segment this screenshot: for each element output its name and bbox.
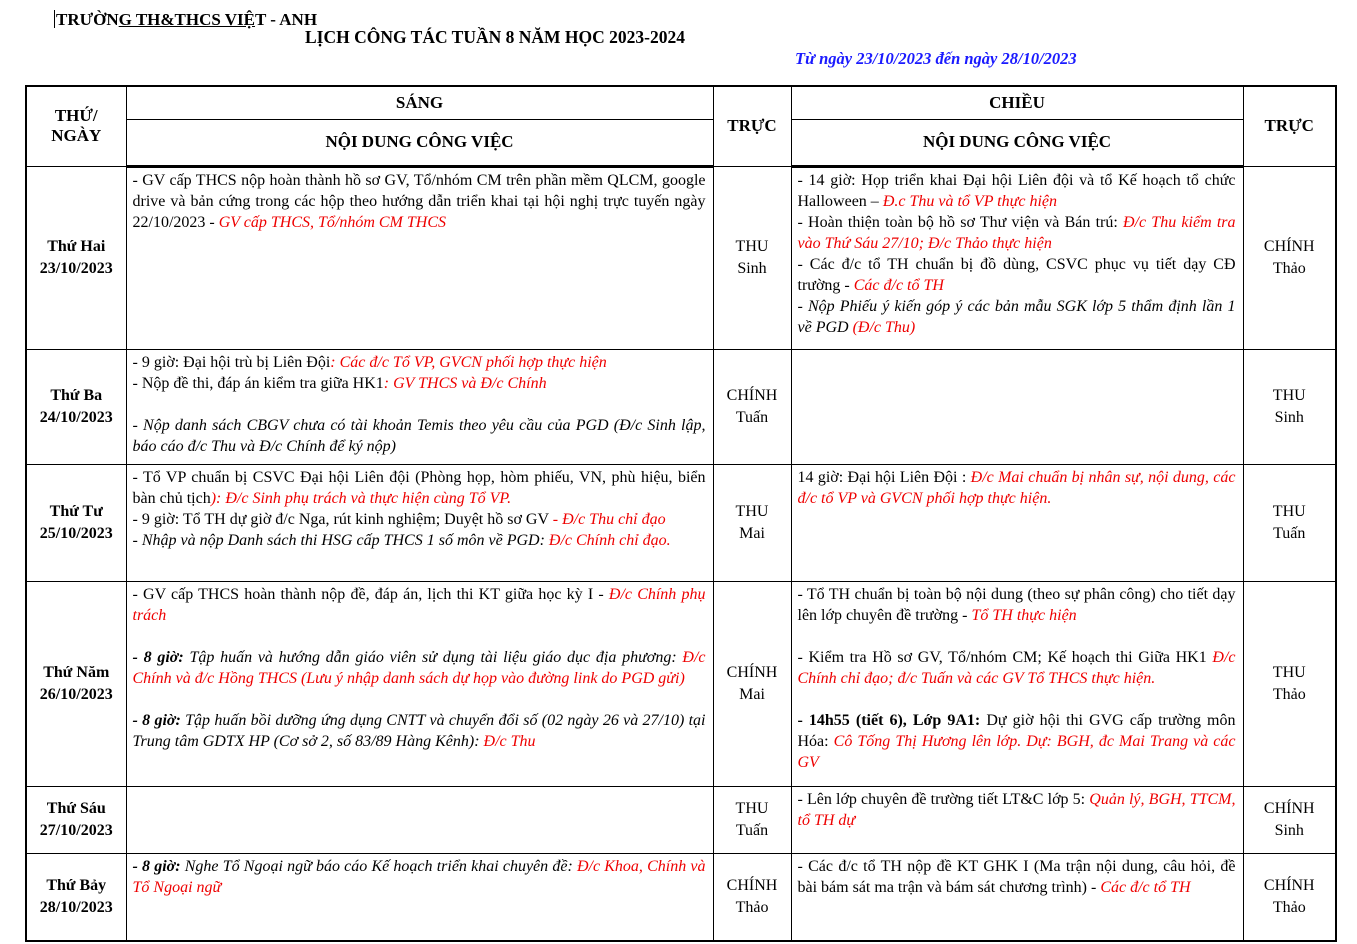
header-content-afternoon: NỘI DUNG CÔNG VIỆC (791, 119, 1243, 166)
afternoon-content-cell (791, 349, 1243, 464)
morning-content-cell (126, 853, 713, 941)
header-day (26, 86, 126, 166)
task-item (798, 467, 1236, 509)
duty-person-primary: CHÍNH (726, 663, 778, 681)
blank-line (798, 626, 1236, 647)
duty-person-primary: CHÍNH (1263, 799, 1315, 817)
task-text-segment: ): Đ/c Sinh phụ trách và thực hiện cùng Tổ VP. (210, 489, 512, 507)
duty-morning-cell (713, 166, 791, 349)
task-item (133, 352, 706, 373)
task-item (798, 170, 1236, 212)
table-row (26, 349, 1336, 464)
task-item (133, 415, 706, 457)
day-date: 26/10/2023 (39, 685, 113, 703)
task-item (133, 467, 706, 509)
task-text-segment: Đ/c Mai chuẩn bị nhân sự, nội dung, các đ/c tổ VP và GVCN phối hợp thực hiện. (797, 468, 1236, 507)
morning-content-cell (126, 349, 713, 464)
task-text-segment: Tổ TH thực hiện (971, 606, 1077, 624)
day-name: Thứ Bảy (46, 876, 107, 894)
morning-content-cell (126, 166, 713, 349)
duty-morning-cell (713, 786, 791, 853)
duty-afternoon-cell (1243, 786, 1336, 853)
task-text-segment: - 8 giờ: (132, 857, 185, 875)
afternoon-content-cell (791, 581, 1243, 786)
task-item (798, 789, 1236, 831)
table-row (26, 581, 1336, 786)
duty-person-secondary: Sinh (737, 259, 767, 277)
task-item (798, 296, 1236, 338)
task-text-segment: : Các đ/c Tổ VP, GVCN phối hợp thực hiện (330, 353, 607, 371)
task-text-segment: Tập huấn và hướng dẫn giáo viên sử dụng tài liệu giáo dục địa phương: (189, 648, 683, 666)
day-cell (26, 786, 126, 853)
task-item (798, 856, 1236, 898)
duty-person-primary: THU (735, 237, 769, 255)
task-text-segment: GV cấp THCS, Tổ/nhóm CM THCS (218, 213, 447, 231)
task-text-segment: Đ/c Khoa, Chính và Tổ Ngoại ngữ (132, 857, 706, 896)
duty-person-secondary: Tuấn (735, 821, 769, 839)
task-text-segment: - Tổ TH chuẩn bị toàn bộ nội dung (theo sự phân công) cho tiết dạy lên lớp chuyên đề trường - (797, 585, 1236, 624)
duty-person-secondary: Mai (739, 524, 765, 542)
school-name-part-underlined: G TH&THCS VIỆ (118, 10, 256, 29)
task-text-segment: Đ/c Chính chỉ đạo; đ/c Tuấn và các GV Tổ THCS thực hiện. (797, 648, 1236, 687)
task-text-segment: - GV cấp THCS hoàn thành nộp đề, đáp án, lịch thi KT giữa học kỳ I - (132, 585, 609, 603)
header-duty-afternoon: TRỰC (1243, 86, 1336, 166)
duty-afternoon-cell (1243, 166, 1336, 349)
task-text-segment: Đ.c Thu và tổ VP thực hiện (882, 192, 1057, 210)
task-item (133, 856, 706, 898)
table-row (26, 464, 1336, 581)
duty-person-secondary: Tuấn (735, 408, 769, 426)
task-text-segment: - Kiểm tra Hồ sơ GV, Tổ/nhóm CM; Kế hoạch thi Giữa HK1 (797, 648, 1213, 666)
task-item (133, 170, 706, 233)
blank-line (133, 394, 706, 415)
schedule-body (26, 166, 1336, 941)
day-cell (26, 166, 126, 349)
task-item (798, 212, 1236, 254)
task-text-segment: - 9 giờ: Đại hội trù bị Liên Đội (132, 353, 331, 371)
duty-person-secondary: Thảo (1272, 259, 1306, 277)
task-text-segment: - 14h55 (tiết 6), Lớp 9A1: (797, 711, 987, 729)
blank-line (133, 689, 706, 710)
day-date: 28/10/2023 (39, 898, 113, 916)
duty-afternoon-cell (1243, 349, 1336, 464)
day-name: Thứ Ba (50, 386, 103, 404)
duty-morning-cell (713, 464, 791, 581)
duty-person-primary: THU (1272, 663, 1306, 681)
duty-person-secondary: Thảo (735, 898, 769, 916)
task-text-segment: - Nộp danh sách CBGV chưa có tài khoản Temis theo yêu cầu của PGD (Đ/c Sinh lập, báo cáo đ/c Thu và Đ/c Chính để ký nộp) (132, 416, 706, 455)
task-text-segment: - 9 giờ: Tổ TH dự giờ đ/c Nga, rút kinh nghiệm; Duyệt hồ sơ GV (132, 510, 553, 528)
duty-person-primary: CHÍNH (726, 386, 778, 404)
duty-person-secondary: Thảo (1272, 898, 1306, 916)
table-row (26, 786, 1336, 853)
day-cell (26, 853, 126, 941)
task-text-segment: Các đ/c tổ TH (853, 276, 944, 294)
task-text-segment: - GV cấp THCS nộp hoàn thành hồ sơ GV, Tổ/nhóm CM trên phần mềm QLCM, google drive và bản cứng trong các hộp theo hướng dẫn triển khai tại hội nghị trực tuyến ngày 22/10/2023 - (132, 171, 706, 231)
morning-content-cell (126, 581, 713, 786)
header-day-line1: THỨ/ (54, 106, 98, 126)
task-item (133, 584, 706, 626)
header-day-line2: NGÀY (51, 126, 102, 146)
day-date: 25/10/2023 (39, 524, 113, 542)
duty-person-primary: CHÍNH (1263, 876, 1315, 894)
task-text-segment: (Đ/c Thu) (852, 318, 916, 336)
task-item (133, 373, 706, 394)
duty-person-primary: THU (735, 502, 769, 520)
duty-morning-cell (713, 581, 791, 786)
afternoon-content-cell (791, 853, 1243, 941)
table-row (26, 166, 1336, 349)
task-item (798, 584, 1236, 626)
day-date: 23/10/2023 (39, 259, 113, 277)
date-range: Từ ngày 23/10/2023 đến ngày 28/10/2023 (795, 49, 1077, 68)
task-text-segment: Đ/c Chính phụ trách (132, 585, 706, 624)
duty-afternoon-cell (1243, 581, 1336, 786)
duty-person-secondary: Thảo (1272, 685, 1306, 703)
task-text-segment: - Nộp đề thi, đáp án kiểm tra giữa HK1 (132, 374, 384, 392)
task-item (133, 710, 706, 752)
duty-morning-cell (713, 349, 791, 464)
task-text-segment: Dự giờ hội thi GVG cấp trường môn Hóa: (797, 711, 1236, 750)
day-name: Thứ Tư (49, 502, 103, 520)
duty-person-primary: THU (1272, 386, 1306, 404)
task-item (133, 647, 706, 689)
header-afternoon: CHIỀU (791, 86, 1243, 119)
school-name-part: T - ANH (255, 10, 318, 29)
header-morning: SÁNG (126, 86, 713, 119)
school-name-part: TRƯỜN (56, 10, 119, 29)
header-row-2 (26, 119, 1336, 166)
afternoon-content-cell (791, 166, 1243, 349)
duty-person-primary: THU (735, 799, 769, 817)
header-row-1 (26, 86, 1336, 119)
duty-person-primary: CHÍNH (726, 876, 778, 894)
day-cell (26, 464, 126, 581)
morning-content-cell (126, 464, 713, 581)
duty-person-secondary: Tuấn (1273, 524, 1306, 542)
task-text-segment: - Đ/c Thu chỉ đạo (552, 510, 666, 528)
task-text-segment: Đ/c Thu kiểm tra vào Thứ Sáu 27/10; Đ/c Thảo thực hiện (797, 213, 1236, 252)
duty-person-secondary: Mai (739, 685, 765, 703)
task-text-segment: - Các đ/c tổ TH nộp đề KT GHK I (Ma trận nội dung, câu hỏi, đề bài bám sát ma trận và bám sát chương trình) - (797, 857, 1236, 896)
page-title: LỊCH CÔNG TÁC TUẦN 8 NĂM HỌC 2023-2024 (305, 27, 685, 47)
task-item (798, 647, 1236, 689)
task-text-segment: - Nhập và nộp Danh sách thi HSG cấp THCS 1 số môn về PGD: (132, 531, 549, 549)
day-name: Thứ Sáu (46, 799, 106, 817)
task-text-segment: - Tổ VP chuẩn bị CSVC Đại hội Liên đội (Phòng họp, hòm phiếu, VN, phù hiệu, biển bàn chủ tịch (132, 468, 706, 507)
afternoon-content-cell (791, 786, 1243, 853)
task-item (798, 254, 1236, 296)
task-text-segment: - Các đ/c tổ TH chuẩn bị đồ dùng, CSVC phục vụ tiết dạy CĐ trường - (797, 255, 1236, 294)
duty-person-primary: THU (1272, 502, 1306, 520)
task-text-segment: : GV THCS và Đ/c Chính (383, 374, 547, 392)
task-text-segment: - Nộp Phiếu ý kiến góp ý các bản mẫu SGK lớp 5 thẩm định lần 1 về PGD (797, 297, 1236, 336)
day-name: Thứ Năm (43, 663, 110, 681)
task-text-segment: - Hoàn thiện toàn bộ hồ sơ Thư viện và Bán trú: (797, 213, 1123, 231)
duty-person-primary: CHÍNH (1263, 237, 1315, 255)
afternoon-content-cell (791, 464, 1243, 581)
day-name: Thứ Hai (47, 237, 106, 255)
school-name (54, 10, 317, 30)
task-item (133, 530, 706, 551)
task-text-segment: Đ/c Thu (483, 732, 536, 750)
day-date: 27/10/2023 (39, 821, 113, 839)
task-text-segment: Nghe Tổ Ngoại ngữ báo cáo Kế hoạch triển khai chuyên đề: (184, 857, 577, 875)
duty-person-secondary: Sinh (1274, 821, 1304, 839)
task-text-segment: - 8 giờ: (132, 648, 190, 666)
table-header (26, 86, 1336, 166)
task-item (133, 509, 706, 530)
task-text-segment: Quản lý, BGH, TTCM, tổ TH dự (797, 790, 1236, 829)
text-cursor (54, 10, 55, 28)
task-text-segment: - Lên lớp chuyên đề trường tiết LT&C lớp 5: (797, 790, 1090, 808)
task-text-segment: Các đ/c tổ TH (1100, 878, 1191, 896)
task-text-segment: Đ/c Chính chỉ đạo. (548, 531, 671, 549)
task-text-segment: - 8 giờ: (132, 711, 186, 729)
morning-content-cell (126, 786, 713, 853)
task-item (798, 710, 1236, 773)
day-cell (26, 349, 126, 464)
schedule-table (25, 85, 1337, 942)
task-text-segment: Tập huấn bồi dưỡng ứng dụng CNTT và chuyển đổi số (02 ngày 26 và 27/10) tại Trung tâm GDTX HP (Cơ sở 2, số 83/89 Hàng Kênh): (132, 711, 706, 750)
header-duty-morning: TRỰC (713, 86, 791, 166)
task-text-segment: - 14 giờ: Họp triển khai Đại hội Liên đội và tổ Kế hoạch tổ chức Halloween – (797, 171, 1236, 210)
day-cell (26, 581, 126, 786)
task-text-segment: 14 giờ: Đại hội Liên Đội : (797, 468, 971, 486)
blank-line (798, 689, 1236, 710)
duty-person-secondary: Sinh (1274, 408, 1304, 426)
header-content-morning: NỘI DUNG CÔNG VIỆC (126, 119, 713, 166)
duty-afternoon-cell (1243, 464, 1336, 581)
duty-morning-cell (713, 853, 791, 941)
table-row (26, 853, 1336, 941)
blank-line (133, 626, 706, 647)
task-text-segment: Cô Tống Thị Hương lên lớp. Dự: BGH, đc Mai Trang và các GV (797, 732, 1236, 771)
duty-afternoon-cell (1243, 853, 1336, 941)
day-date: 24/10/2023 (39, 408, 113, 426)
task-text-segment: Đ/c Chính và đ/c Hồng THCS (Lưu ý nhập danh sách dự họp vào đường link do PGD gửi) (132, 648, 706, 687)
